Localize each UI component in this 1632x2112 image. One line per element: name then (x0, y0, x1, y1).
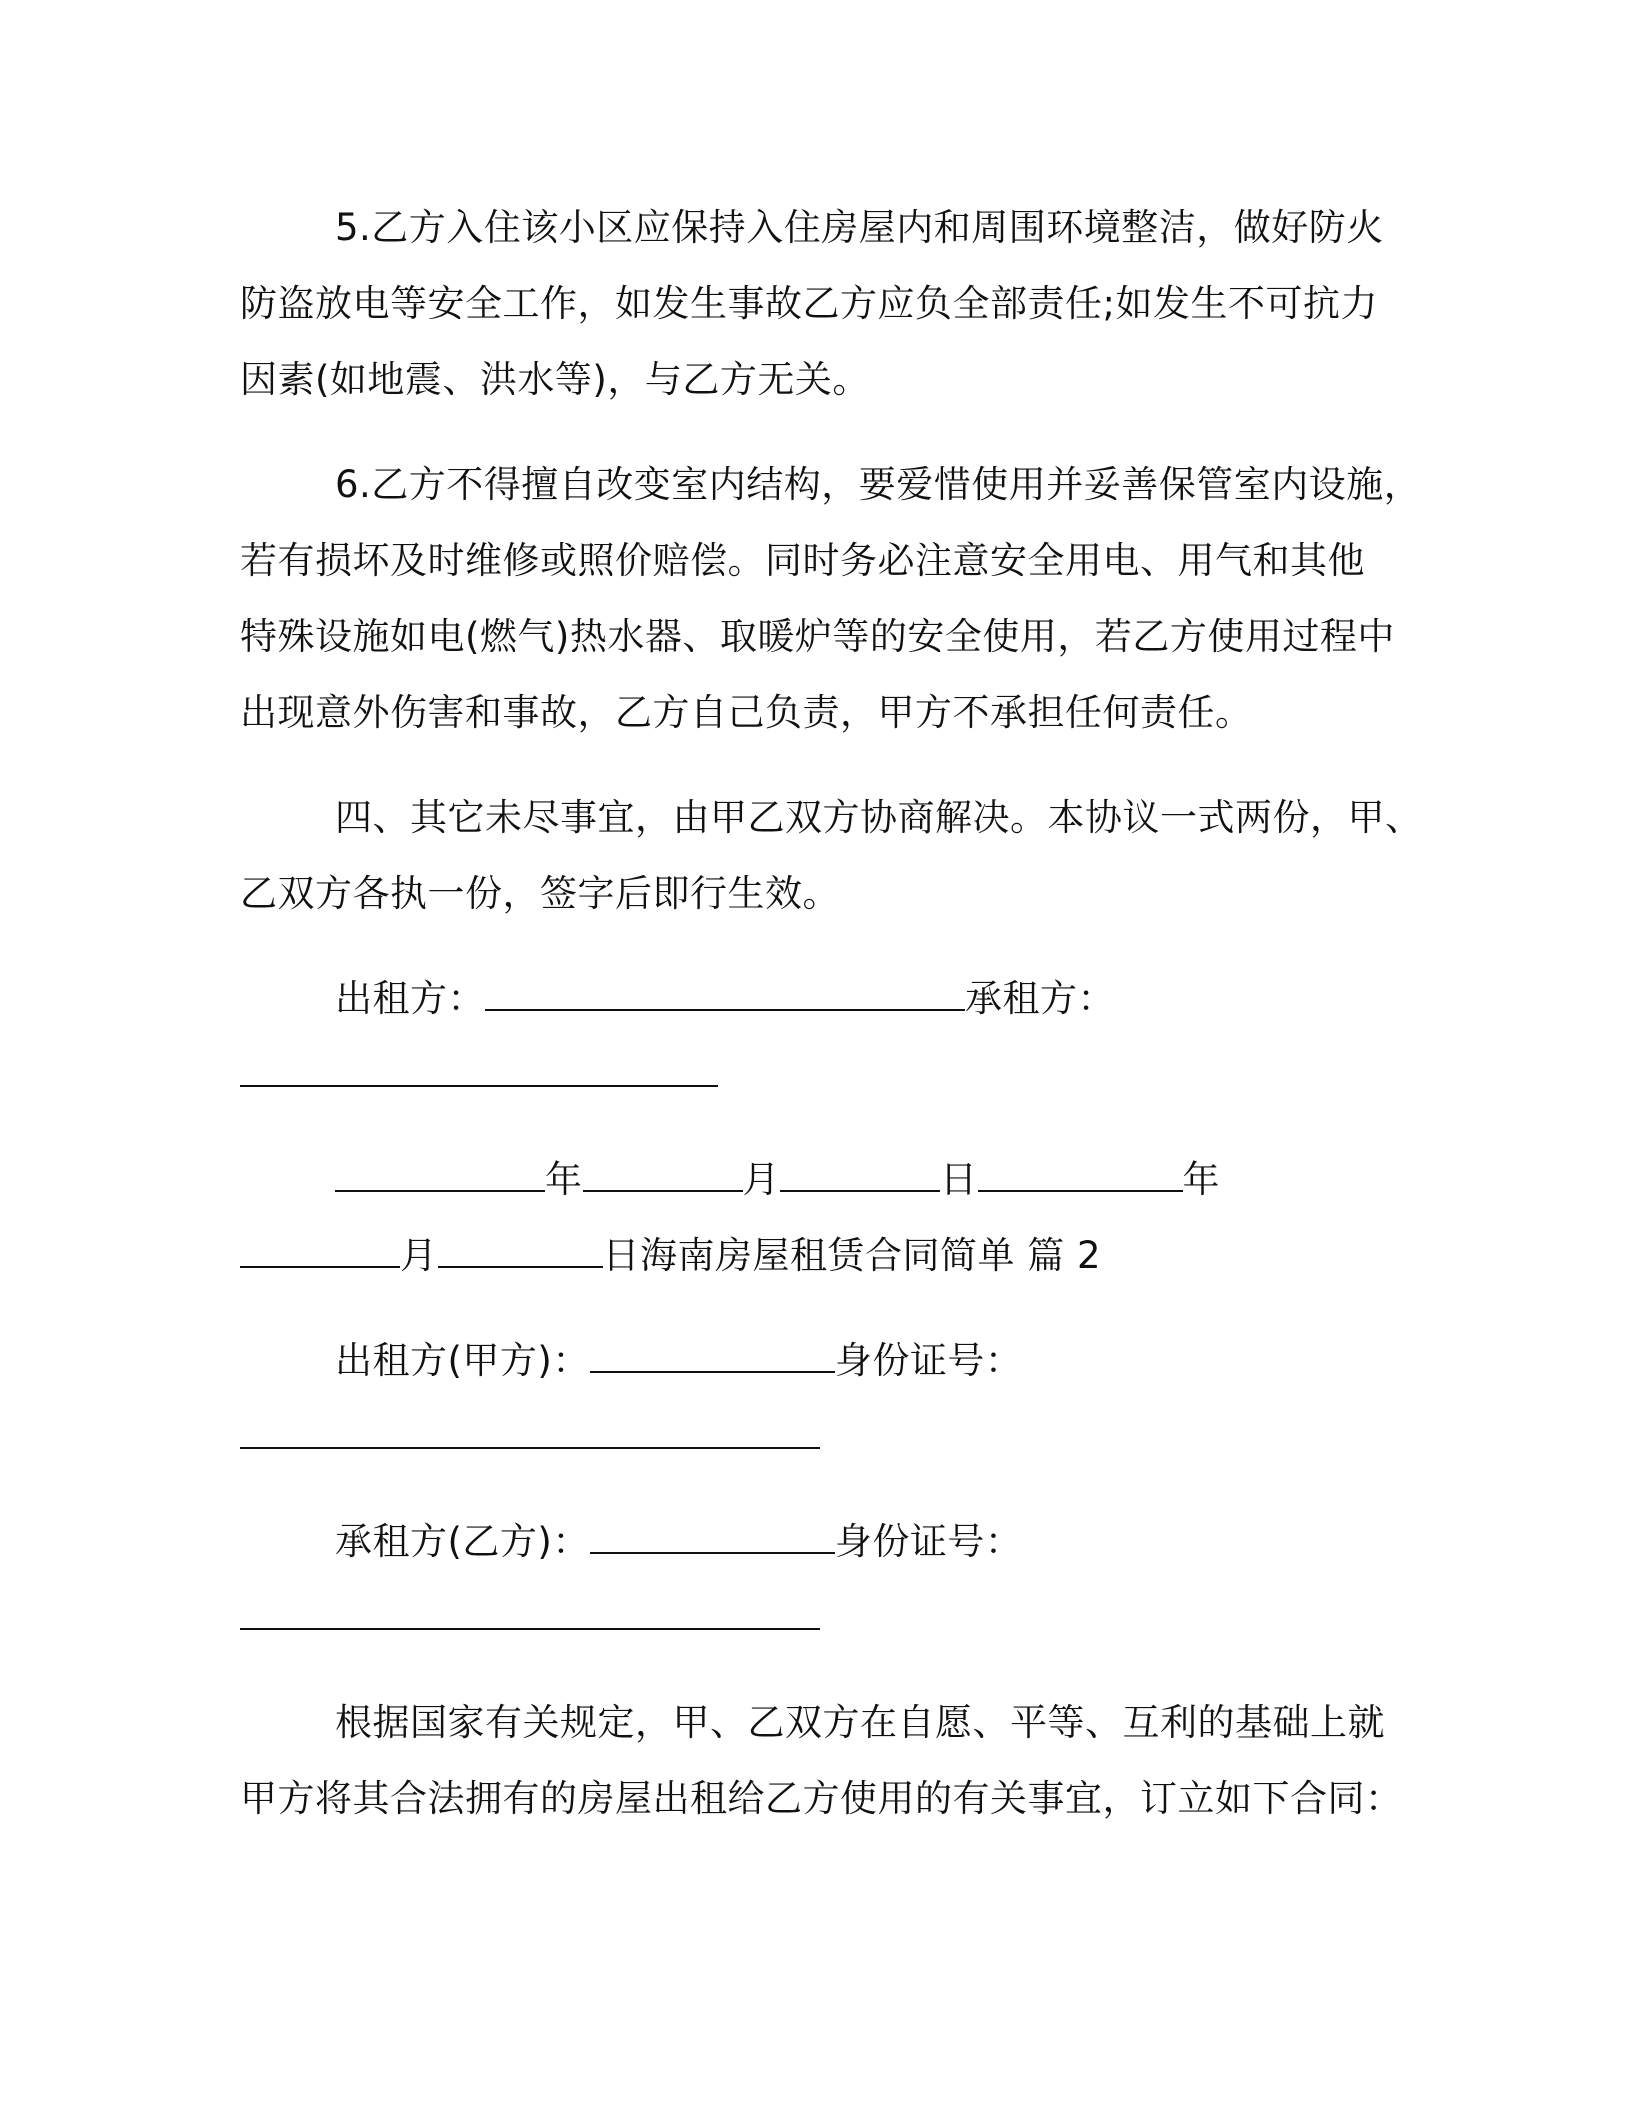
paragraph-gap (240, 1656, 1390, 1685)
contract2-lessee-id-blank[interactable] (240, 1591, 820, 1630)
date-line-2 (240, 1218, 1390, 1294)
paragraph-gap (240, 1113, 1390, 1142)
item-5-line-2: 防盗放电等安全工作，如发生事故乙方应负全部责任;如发生不可抗力 (240, 282, 1378, 325)
contract2-lessor-line (240, 1323, 1390, 1399)
item-6-line-2: 若有损坏及时维修或照价赔偿。同时务必注意安全用电、用气和其他 (240, 539, 1365, 582)
item-6-line-1: 6.乙方不得擅自改变室内结构，要爱惜使用并妥善保管室内设施， (335, 463, 1422, 506)
day-blank-2[interactable] (438, 1229, 603, 1268)
month-label: 月 (742, 1158, 780, 1201)
signature-line (240, 961, 1390, 1037)
section-title: 日海南房屋租赁合同简单 篇 2 (602, 1234, 1102, 1277)
contract2-lessee-id-line (240, 1580, 1390, 1656)
item-6-line-4: 出现意外伤害和事故，乙方自己负责，甲方不承担任何责任。 (240, 691, 1253, 734)
paragraph-gap (240, 1475, 1390, 1504)
lessor-label: 出租方： (335, 977, 485, 1020)
section-4-line-2: 乙双方各执一份，签字后即行生效。 (240, 872, 840, 915)
paragraph-gap (240, 751, 1390, 780)
paragraph-gap (240, 418, 1390, 447)
contract2-lessor-id-label: 身份证号： (834, 1339, 1023, 1382)
contract2-lessor-id-blank[interactable] (240, 1410, 820, 1449)
contract2-lessee-line (240, 1504, 1390, 1580)
paragraph-gap (240, 1294, 1390, 1323)
contract2-lessee-label: 承租方(乙方)： (335, 1520, 590, 1563)
year-label-2: 年 (1182, 1158, 1220, 1201)
year-label: 年 (545, 1158, 583, 1201)
document-body (240, 190, 1423, 1837)
item-5-line-1: 5.乙方入住该小区应保持入住房屋内和周围环境整洁，做好防火 (335, 206, 1384, 249)
contract2-intro-line-2: 甲方将其合法拥有的房屋出租给乙方使用的有关事宜，订立如下合同： (240, 1777, 1403, 1820)
contract2-lessee-id-label: 身份证号： (834, 1520, 1023, 1563)
lessee-label: 承租方： (965, 977, 1115, 1020)
day-label: 日 (940, 1158, 978, 1201)
year-blank-2[interactable] (978, 1153, 1183, 1192)
month-label-2: 月 (400, 1234, 438, 1277)
contract2-lessee-blank[interactable] (590, 1515, 835, 1554)
month-blank[interactable] (583, 1153, 743, 1192)
contract2-intro-line-1: 根据国家有关规定，甲、乙双方在自愿、平等、互利的基础上就 (335, 1701, 1385, 1744)
date-line-1 (240, 1142, 1390, 1218)
item-5-line-3: 因素(如地震、洪水等)，与乙方无关。 (240, 358, 870, 401)
contract2-lessor-id-line (240, 1399, 1390, 1475)
signature-continuation-line (240, 1037, 1390, 1113)
lessee-signature-blank[interactable] (240, 1048, 718, 1087)
year-blank[interactable] (335, 1153, 545, 1192)
section-4-line-1: 四、其它未尽事宜，由甲乙双方协商解决。本协议一式两份，甲、 (335, 796, 1423, 839)
day-blank[interactable] (780, 1153, 940, 1192)
contract2-lessor-blank[interactable] (590, 1334, 835, 1373)
item-6-line-3: 特殊设施如电(燃气)热水器、取暖炉等的安全使用，若乙方使用过程中 (240, 615, 1395, 658)
paragraph-gap (240, 932, 1390, 961)
month-blank-2[interactable] (240, 1229, 400, 1268)
lessor-signature-blank[interactable] (485, 972, 965, 1011)
contract2-lessor-label: 出租方(甲方)： (335, 1339, 590, 1382)
